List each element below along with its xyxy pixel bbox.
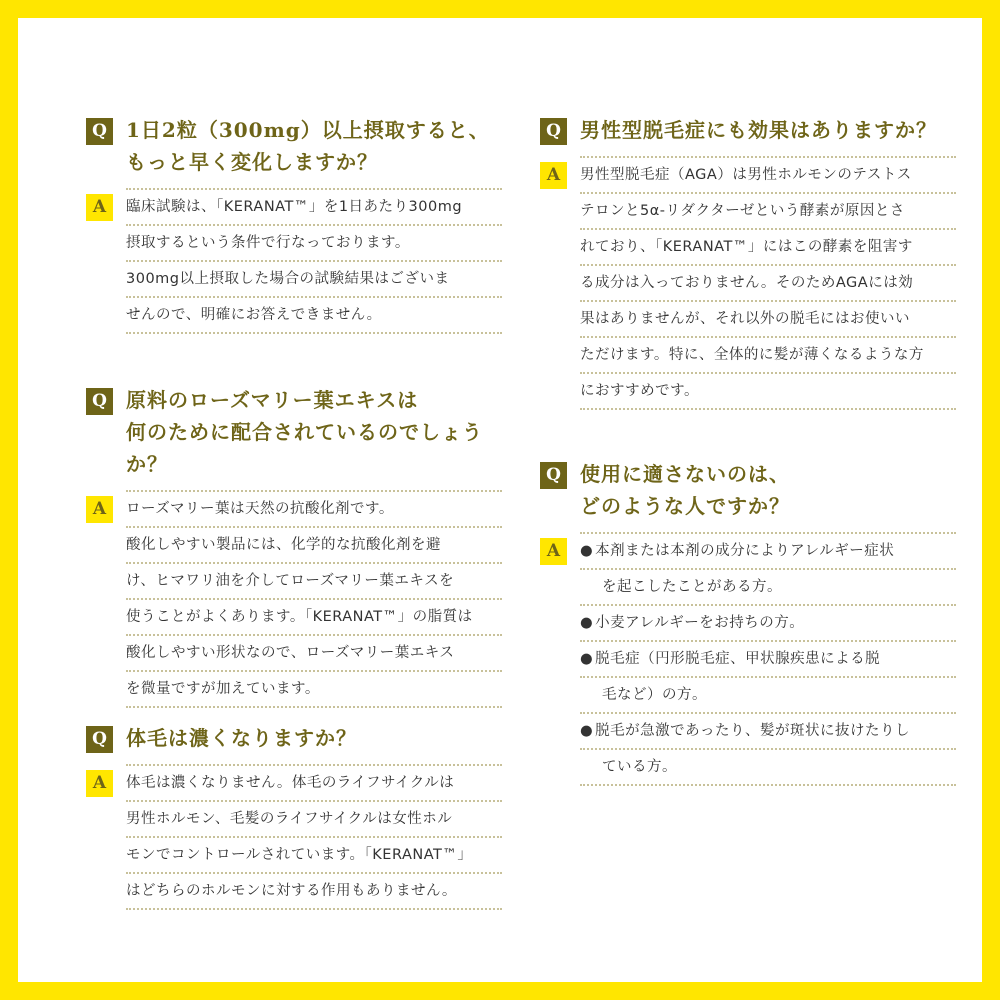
question-line: 使用に適さないのは、: [580, 462, 790, 486]
answer-line: 男性ホルモン、毛髪のライフサイクルは女性ホル: [126, 802, 502, 838]
dotted-divider: [126, 764, 502, 766]
answer-text: 脱毛症（円形脱毛症、甲状腺疾患による脱: [595, 651, 881, 667]
answer-line: 摂取するという条件で行なっております。: [126, 226, 502, 262]
answer-bullet-line: [580, 642, 956, 678]
answer-line: ローズマリー葉は天然の抗酸化剤です。: [126, 492, 502, 528]
answer-row: [540, 156, 956, 410]
faq-item-rosemary: [86, 384, 502, 708]
answer-line: ている方。: [580, 750, 956, 786]
answer-line: 酸化しやすい製品には、化学的な抗酸化剤を避: [126, 528, 502, 564]
answer-bullet-line: [580, 534, 956, 570]
answer-line: 300mg以上摂取した場合の試験結果はございま: [126, 262, 502, 298]
answer-line: せんので、明確にお答えできません。: [126, 298, 502, 334]
answer-line: け、ヒマワリ油を介してローズマリー葉エキスを: [126, 564, 502, 600]
dotted-divider: [580, 156, 956, 158]
question-line: 何のために配合されているのでしょうか？: [126, 420, 483, 476]
a-badge: A: [86, 770, 113, 797]
answer-line: れており、「KERANAT™」にはこの酵素を阻害す: [580, 230, 956, 266]
q-badge: Q: [540, 118, 567, 145]
question-line: 原料のローズマリー葉エキスは: [126, 388, 419, 412]
answer-row: [540, 532, 956, 786]
question-line: 1日2粒（300mg）以上摂取すると、: [126, 118, 490, 142]
dotted-divider: [126, 188, 502, 190]
q-badge: Q: [540, 462, 567, 489]
answer-text: 小麦アレルギーをお持ちの方。: [595, 615, 805, 631]
dotted-divider: [580, 532, 956, 534]
a-badge: A: [540, 538, 567, 565]
answer-bullet-line: [580, 606, 956, 642]
answer-row: [86, 764, 502, 910]
bullet-icon: ●: [580, 723, 594, 739]
answer-row: [86, 490, 502, 708]
answer-line: におすすめです。: [580, 374, 956, 410]
q-badge: Q: [86, 118, 113, 145]
faq-item-dosage: [86, 114, 502, 334]
dotted-divider: [126, 490, 502, 492]
answer-row: [86, 188, 502, 334]
answer-text: 本剤または本剤の成分によりアレルギー症状: [595, 543, 895, 559]
question-row: [86, 384, 502, 480]
bullet-icon: ●: [580, 615, 594, 631]
answer-line: 使うことがよくあります。「KERANAT™」の脂質は: [126, 600, 502, 636]
answer-line: を起こしたことがある方。: [580, 570, 956, 606]
answer-line: 男性型脱毛症（AGA）は男性ホルモンのテストス: [580, 158, 956, 194]
answer-bullet-line: [580, 714, 956, 750]
a-badge: A: [86, 194, 113, 221]
answer-line: 毛など）の方。: [580, 678, 956, 714]
question-line: もっと早く変化しますか？: [126, 150, 378, 174]
question-row: [86, 114, 502, 178]
answer-line: 体毛は濃くなりません。体毛のライフサイクルは: [126, 766, 502, 802]
answer-line: を微量ですが加えています。: [126, 672, 502, 708]
a-badge: A: [86, 496, 113, 523]
faq-item-aga: [540, 114, 956, 410]
q-badge: Q: [86, 388, 113, 415]
question-line: どのような人ですか？: [580, 494, 790, 518]
answer-line: モンでコントロールされています。「KERANAT™」: [126, 838, 502, 874]
answer-line: ただけます。特に、全体的に髪が薄くなるような方: [580, 338, 956, 374]
answer-text: 脱毛が急激であったり、髪が斑状に抜けたりし: [595, 723, 911, 739]
question-row: [540, 458, 956, 522]
q-badge: Q: [86, 726, 113, 753]
faq-item-not-suitable: [540, 458, 956, 786]
question-row: [540, 114, 956, 146]
answer-line: 臨床試験は、「KERANAT™」を1日あたり300mg: [126, 190, 502, 226]
bullet-icon: ●: [580, 543, 594, 559]
answer-line: る成分は入っておりません。そのためAGAには効: [580, 266, 956, 302]
answer-line: テロンと5α-リダクターゼという酵素が原因とさ: [580, 194, 956, 230]
question-line: 男性型脱毛症にも効果はありますか？: [580, 118, 937, 142]
answer-line: 酸化しやすい形状なので、ローズマリー葉エキス: [126, 636, 502, 672]
answer-line: 果はありませんが、それ以外の脱毛にはお使いい: [580, 302, 956, 338]
answer-line: はどちらのホルモンに対する作用もありません。: [126, 874, 502, 910]
bullet-icon: ●: [580, 651, 594, 667]
question-row: [86, 722, 502, 754]
question-line: 体毛は濃くなりますか？: [126, 726, 357, 750]
faq-item-body-hair: [86, 722, 502, 910]
a-badge: A: [540, 162, 567, 189]
